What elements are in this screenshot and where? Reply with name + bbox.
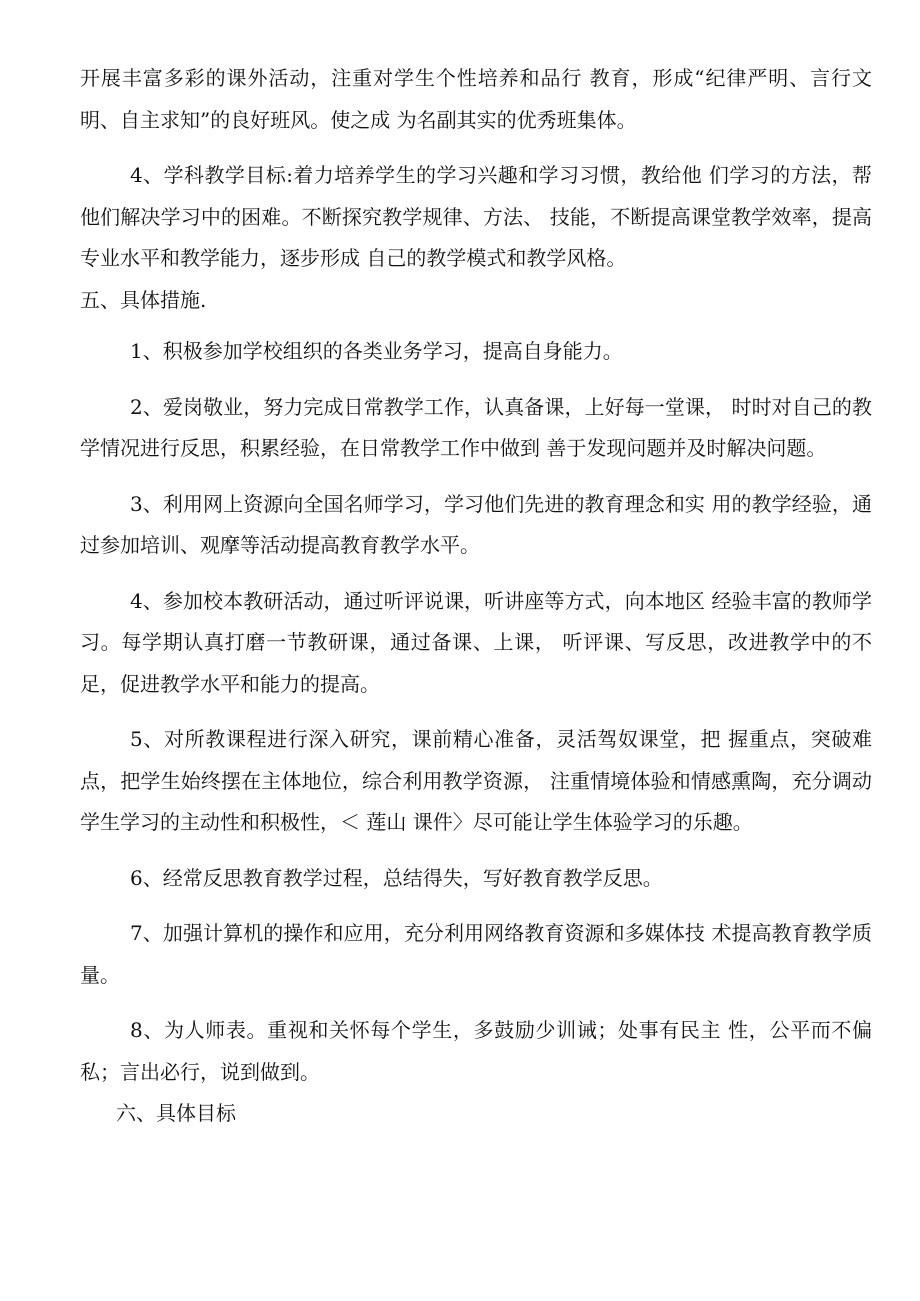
section-heading-measures: 五、具体措施. — [80, 287, 207, 312]
measure-item-7: 7、加强计算机的操作和应用，充分利用网络教育资源和多媒体技 术提高教育教学质量。 — [80, 921, 872, 987]
measure-item-2: 2、爱岗敬业，努力完成日常教学工作，认真备课，上好每一堂课， 时时对自己的教学情况进行反思，积累经验，在日常教学工作中做到 善于发现问题并及时解决问题。 — [80, 394, 872, 460]
paragraph-subject-teaching-goal: 4、学科教学目标:着力培养学生的学习兴趣和学习习惯，教给他 们学习的方法，帮他们解决学习中的困难。不断探究教学规律、方法、 技能，不断提高课堂教学效率，提高专业水平和教学能力，逐步形成 自己的教学模式和教学风格。 — [80, 163, 872, 270]
paragraph-class-activities: 开展丰富多彩的课外活动，注重对学生个性培养和品行 教育，形成“纪律严明、言行文明、自主求知”的良好班风。使之成 为名副其实的优秀班集体。 — [80, 66, 872, 132]
measure-item-6: 6、经常反思教育教学过程，总结得失，写好教育教学反思。 — [130, 865, 663, 890]
measure-item-8: 8、为人师表。重视和关怀每个学生，多鼓励少训诫；处事有民主 性，公平而不偏私；言出必行，说到做到。 — [80, 1018, 872, 1084]
measure-item-1: 1、积极参加学校组织的各类业务学习，提高自身能力。 — [130, 339, 623, 363]
measure-item-5: 5、对所教课程进行深入研究，课前精心准备，灵活驾奴课堂，把 握重点，突破难点，把学生始终摆在主体地位，综合利用教学资源， 注重情境体验和情感熏陶，充分调动学生学习的主动性和积极性，＜ 莲山 课件〉尽可能让学生体验学习的乐趣。 — [80, 727, 872, 834]
measure-item-4: 4、参加校本教研活动，通过听评说课，听讲座等方式，向本地区 经验丰富的教师学习。每学期认真打磨一节教研课，通过备课、上课， 听评课、写反思，改进教学中的不足，促进教学水平和能力的提高。 — [80, 588, 872, 696]
document-page — [80, 58, 872, 1135]
measure-item-3: 3、利用网上资源向全国名师学习，学习他们先进的教育理念和实 用的教学经验，通过参加培训、观摩等活动提高教育教学水平。 — [80, 491, 872, 557]
section-heading-specific-goals: 六、具体目标 — [116, 1101, 236, 1125]
